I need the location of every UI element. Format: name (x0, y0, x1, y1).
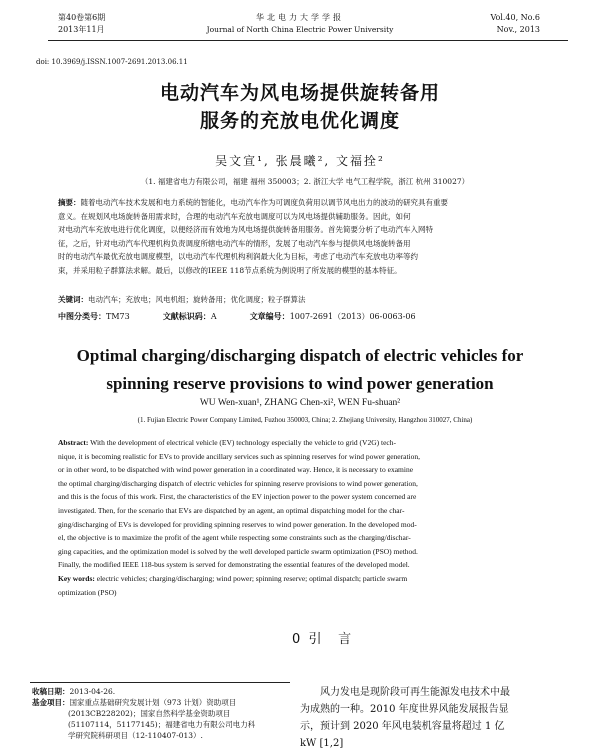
abstract-en-line: and this is the focus of this work. First, the characteristics of the EV injection power to the power system concerned are (58, 492, 417, 502)
classification-line (58, 311, 416, 322)
keywords-en-line2: optimization (PSO) (58, 587, 117, 597)
abstract-en-line: ging/discharging of EVs is developed for providing spinning reserves to wind power generation. In the developed mod- (58, 519, 417, 529)
intro-line: 示，预计到 2020 年风电装机容量将超过 1 亿 (300, 721, 505, 732)
class-label: 中图分类号： (58, 311, 106, 321)
footnotes (32, 686, 292, 741)
keywords-cn-label: 关键词： (58, 295, 88, 304)
article-value: 1007-2691（2013）06-0063-06 (289, 312, 416, 321)
keywords-en-label: Key words: (58, 573, 95, 583)
abstract-en-line: investigated. Then, for the scenario that EVs are dispatched by an agent, an optimal dispatching model for the char- (58, 505, 405, 515)
abstract-en-line: el, the objective is to maximize the profit of the agent while respecting some constraints such as the charging/dischar- (58, 533, 411, 543)
fund-label: 基金项目： (32, 698, 70, 707)
title-cn-line2: 服务的充放电优化调度 (199, 110, 400, 132)
abstract-cn-line: 征，之后，针对电动汽车代理机构负责调度所辖电动汽车的情形，发展了电动汽车参与提供风电场旋转备用 (58, 238, 411, 248)
article-label: 文章编号： (249, 311, 290, 321)
code-label: 文献标识码： (162, 311, 211, 321)
abstract-en-line: nique, it is becoming realistic for EVs to provide ancillary services such as spinning reserves for wind power generation, (58, 451, 420, 461)
received-label: 收稿日期： (32, 687, 70, 696)
doi: doi: 10.3969/j.ISSN.1007-2691.2013.06.11 (36, 58, 188, 66)
abstract-cn-line: 对电动汽车充放电进行优化调度，以便经济而有效地为风电场提供旋转备用服务。首先简要分析了电动汽车入网特 (58, 225, 433, 235)
affiliations-cn: （1. 福建省电力有限公司，福建 福州 350003；2. 浙江大学 电气工程学院，浙江 杭州 310027） (140, 177, 470, 186)
code-value: A (210, 312, 217, 321)
keywords-cn-value: 电动汽车；充放电；风电机组；旋转备用；优化调度；粒子群算法 (88, 295, 306, 304)
abstract-cn-line: 意义。在规划风电场旋转备用需求时，合理的电动汽车充放电调度可以为风电场提供辅助服务。因此，如何 (58, 211, 411, 221)
abstract-en-label: Abstract: (58, 438, 89, 447)
intro-line: 风力发电是现阶段可再生能源发电技术中最 (320, 687, 510, 698)
fund-line: (51107114，51177145)；福建省电力有限公司电力科 (68, 720, 256, 729)
received-value: 2013-04-26. (69, 687, 116, 696)
intro-paragraph (300, 684, 575, 752)
header-rule (48, 40, 568, 41)
title-en-line2: spinning reserve provisions to wind power generation (106, 374, 494, 393)
abstract-cn-line: 束，并采用粒子群算法求解。最后，以修改的IEEE 118节点系统为例说明了所发展的模型的基本特征。 (58, 265, 402, 275)
keywords-en-line1: electric vehicles; charging/discharging; wind power; spinning reserve; optimal dispatch; particle swarm (96, 573, 408, 583)
class-value: TM73 (106, 312, 130, 321)
header-journal-en: Journal of North China Electric Power University (206, 25, 394, 34)
abstract-cn-line: 时的电动汽车最优充放电调度模型，以电动汽车代理机构利润最大化为目标，考虑了电动汽车充放电功率等约 (58, 252, 418, 262)
fund-line: 国家重点基础研究发展计划（973 计划）资助项目 (69, 698, 237, 707)
section-heading: 0 引 言 (292, 632, 352, 647)
title-en-line1: Optimal charging/discharging dispatch of electric vehicles for (76, 346, 524, 365)
authors-cn: 吴文宣¹, 张晨曦², 文福拴² (215, 154, 385, 168)
abstract-cn-line: 随着电动汽车技术发展和电力系统的智能化，电动汽车作为可调度负荷用以调节风电出力的波动的研究具有重要 (80, 198, 448, 207)
keywords-cn (58, 293, 568, 307)
abstract-cn (58, 196, 568, 278)
header-journal-cn: 华北电力大学学报 (256, 13, 344, 22)
authors-en: WU Wen-xuan¹, ZHANG Chen-xi², WEN Fu-shuan² (199, 398, 401, 408)
abstract-en-line: Finally, the modified IEEE 118-bus system is served for demonstrating the essential features of the developed model. (58, 560, 410, 570)
abstract-en-line: ging capacities, and the optimization model is solved by the well developed particle swarm optimization (PSO) method. (58, 546, 418, 556)
abstract-en-line: or in other word, to be dispatched with wind power generation in a coordinated way. Hence, it is necessary to examine (58, 465, 414, 475)
intro-line: kW [1,2] (300, 738, 344, 749)
abstract-en-line: With the development of electrical vehicle (EV) technology especially the vehicle to grid (V2G) tech- (90, 438, 396, 447)
footnote-rule (30, 682, 290, 683)
intro-line: 为成熟的一种。2010 年度世界风能发展报告显 (300, 704, 509, 715)
header-volume-cn: 第40卷第6期 (58, 13, 106, 22)
header-date-en: Nov., 2013 (496, 25, 540, 34)
affiliations-en: (1. Fujian Electric Power Company Limited, Fuzhou 350003, China; 2. Zhejiang University, Hangzhou 310027, China) (137, 416, 473, 424)
title-cn-line1: 电动汽车为风电场提供旋转备用 (159, 82, 440, 104)
fund-line: (2013CB228202)；国家自然科学基金资助项目 (68, 709, 231, 718)
abstract-cn-label: 摘要： (58, 198, 81, 207)
header-volume-en: Vol.40, No.6 (490, 13, 540, 22)
header-date-cn: 2013年11月 (58, 25, 105, 34)
abstract-en (58, 436, 573, 599)
abstract-en-line: the optimal charging/discharging dispatch of electric vehicles for spinning reserve provisions to wind power generation, (58, 478, 418, 488)
fund-line: 学研究院科研项目（12-110407-013）. (68, 731, 203, 740)
